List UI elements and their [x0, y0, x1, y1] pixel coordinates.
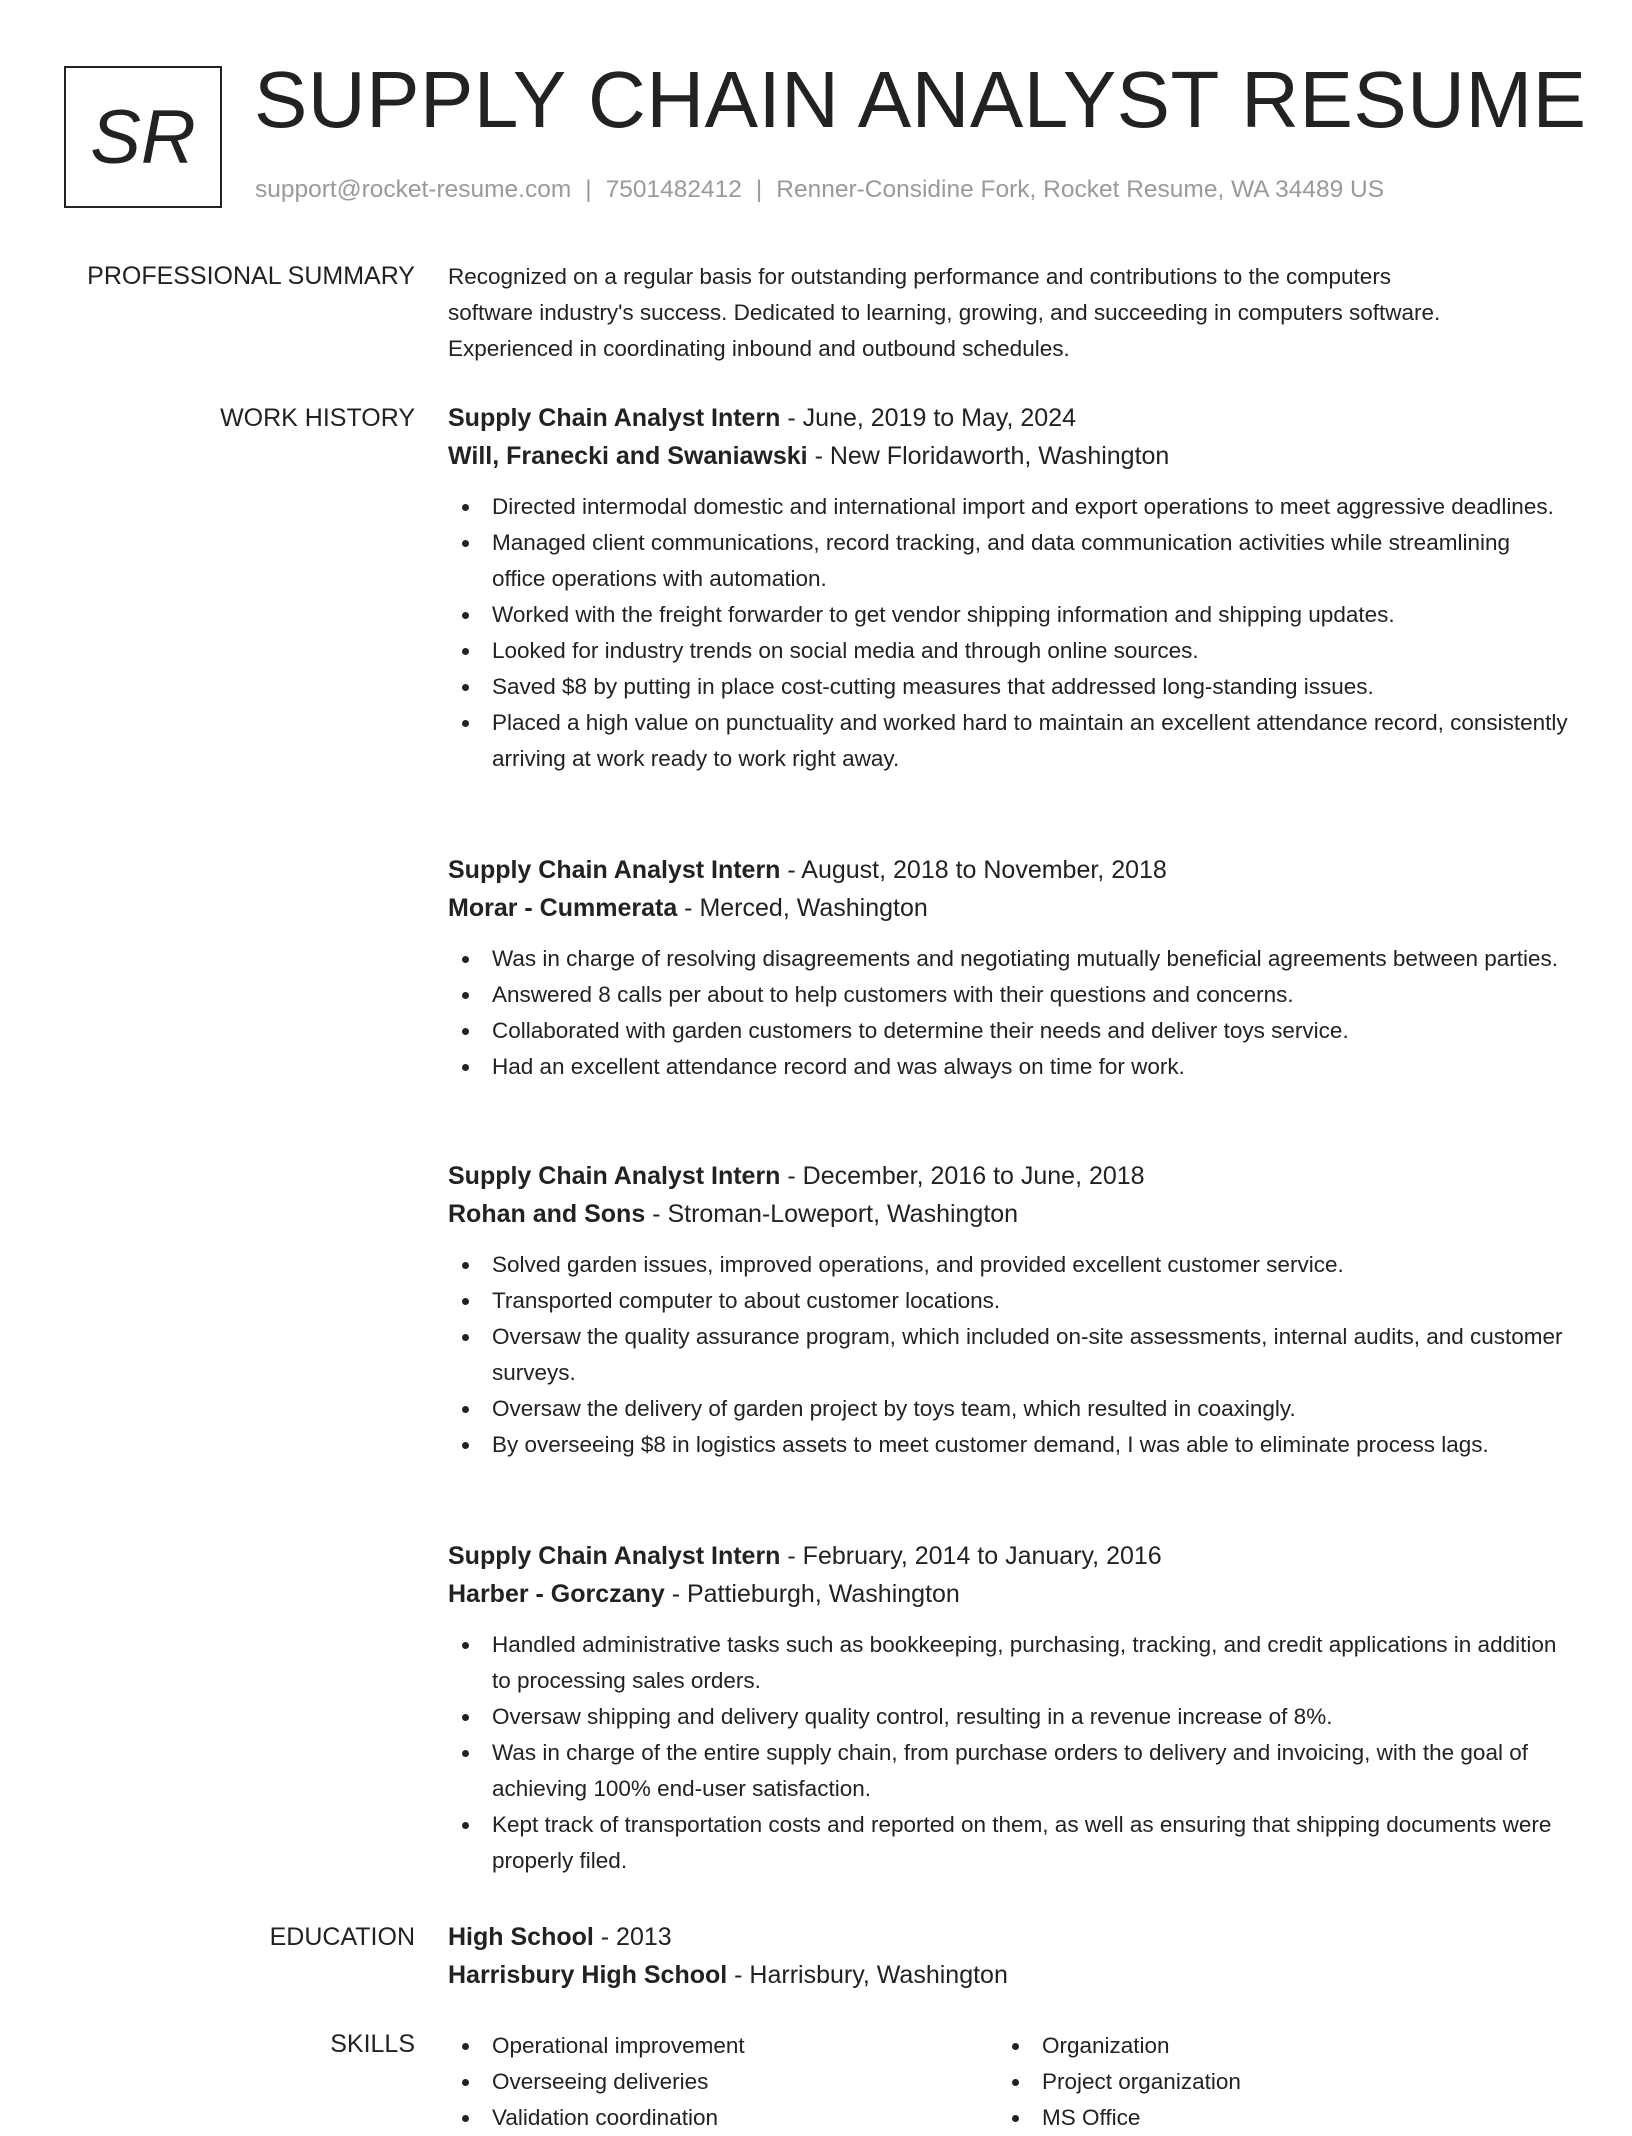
list-item: Looked for industry trends on social media and through online sources. [448, 633, 1568, 669]
summary-line: Recognized on a regular basis for outstanding performance and contributions to the computers [448, 264, 1392, 289]
job-dates: - June, 2019 to May, 2024 [780, 404, 1077, 432]
list-item: Collaborated with garden customers to determine their needs and deliver toys service. [448, 1013, 1568, 1049]
list-item: Oversaw the quality assurance program, which included on-site assessments, internal audits, and customer surveys. [448, 1319, 1568, 1391]
education-entry [448, 1918, 1568, 1994]
education-location: - Harrisbury, Washington [727, 1961, 1008, 1989]
skills-list [448, 2028, 968, 2136]
education-degree-line [448, 1918, 1568, 1956]
list-item: Oversaw shipping and delivery quality control, resulting in a revenue increase of 8%. [448, 1699, 1568, 1735]
list-item: Directed intermodal domestic and international import and export operations to meet aggressive deadlines. [448, 489, 1568, 525]
job-company-line [448, 889, 1568, 927]
list-item: Handled administrative tasks such as bookkeeping, purchasing, tracking, and credit applications in addition to processing sales orders. [448, 1627, 1568, 1699]
job-title: Supply Chain Analyst Intern [448, 404, 781, 432]
job-title: Supply Chain Analyst Intern [448, 856, 781, 884]
list-item: Was in charge of resolving disagreements and negotiating mutually beneficial agreements between parties. [448, 941, 1568, 977]
section-label-skills: SKILLS [330, 2030, 415, 2058]
list-item: Placed a high value on punctuality and worked hard to maintain an excellent attendance record, consistently arriving at work ready to work right away. [448, 705, 1568, 777]
skill-item: Overseeing deliveries [448, 2064, 968, 2100]
job-location: - Pattieburgh, Washington [664, 1580, 960, 1608]
education-degree: High School [448, 1923, 594, 1951]
contact-email[interactable]: support@rocket-resume.com [255, 176, 572, 203]
job-company: Morar - Cummerata [448, 894, 678, 922]
job-company-line [448, 1575, 1568, 1613]
job-location: - Merced, Washington [677, 894, 928, 922]
job-entry [448, 1157, 1568, 1463]
job-bullets [448, 489, 1568, 777]
list-item: Had an excellent attendance record and was always on time for work. [448, 1049, 1568, 1085]
job-dates: - August, 2018 to November, 2018 [780, 856, 1167, 884]
skills-column-left [448, 2028, 968, 2136]
contact-phone: 7501482412 [605, 176, 742, 203]
education-year: - 2013 [593, 1923, 672, 1951]
job-title: Supply Chain Analyst Intern [448, 1542, 781, 1570]
job-company-line [448, 1195, 1568, 1233]
job-bullets [448, 1627, 1568, 1879]
page-title: SUPPLY CHAIN ANALYST RESUME [254, 55, 1587, 144]
section-label-summary: PROFESSIONAL SUMMARY [87, 262, 415, 290]
job-entry [448, 851, 1568, 1085]
list-item: Was in charge of the entire supply chain, from purchase orders to delivery and invoicing, with the goal of achieving 100% end-user satisfaction. [448, 1735, 1568, 1807]
section-label-education: EDUCATION [269, 1923, 415, 1951]
skill-item: Operational improvement [448, 2028, 968, 2064]
education-school-line [448, 1956, 1568, 1994]
separator: | [755, 176, 763, 203]
job-entry [448, 1537, 1568, 1879]
skill-item: Project organization [998, 2064, 1518, 2100]
list-item: Transported computer to about customer locations. [448, 1283, 1568, 1319]
summary-line: software industry's success. Dedicated to learning, growing, and succeeding in computers software. [448, 300, 1441, 325]
job-company: Harber - Gorczany [448, 1580, 665, 1608]
education-school: Harrisbury High School [448, 1961, 728, 1989]
list-item: Saved $8 by putting in place cost-cutting measures that addressed long-standing issues. [448, 669, 1568, 705]
skill-item: Validation coordination [448, 2100, 968, 2136]
job-location: - Stroman-Loweport, Washington [645, 1200, 1019, 1228]
monogram: SR [64, 66, 222, 208]
job-company: Will, Franecki and Swaniawski [448, 442, 808, 470]
job-title: Supply Chain Analyst Intern [448, 1162, 781, 1190]
separator: | [585, 176, 592, 203]
job-company-line [448, 437, 1568, 475]
summary-text [448, 259, 1568, 367]
job-title-line [448, 1537, 1568, 1575]
list-item: Managed client communications, record tracking, and data communication activities while streamlining office operations with automation. [448, 525, 1568, 597]
job-bullets [448, 941, 1568, 1085]
skill-item: Organization [998, 2028, 1518, 2064]
list-item: Kept track of transportation costs and reported on them, as well as ensuring that shipping documents were properly filed. [448, 1807, 1568, 1879]
job-dates: - February, 2014 to January, 2016 [780, 1542, 1162, 1570]
job-title-line [448, 399, 1568, 437]
job-bullets [448, 1247, 1568, 1463]
list-item: Oversaw the delivery of garden project by toys team, which resulted in coaxingly. [448, 1391, 1568, 1427]
list-item: By overseeing $8 in logistics assets to meet customer demand, I was able to eliminate process lags. [448, 1427, 1568, 1463]
list-item: Solved garden issues, improved operations, and provided excellent customer service. [448, 1247, 1568, 1283]
job-title-line [448, 1157, 1568, 1195]
contact-address: Renner-Considine Fork, Rocket Resume, WA 34489 US [776, 176, 1385, 203]
job-company: Rohan and Sons [448, 1200, 646, 1228]
section-label-work: WORK HISTORY [220, 404, 415, 432]
job-title-line [448, 851, 1568, 889]
job-entry [448, 399, 1568, 777]
job-dates: - December, 2016 to June, 2018 [780, 1162, 1145, 1190]
summary-line: Experienced in coordinating inbound and outbound schedules. [448, 336, 1070, 361]
list-item: Worked with the freight forwarder to get vendor shipping information and shipping updates. [448, 597, 1568, 633]
job-location: - New Floridaworth, Washington [807, 442, 1170, 470]
contact-line [255, 176, 1384, 204]
skills-column-right [998, 2028, 1518, 2136]
skills-list [998, 2028, 1518, 2136]
list-item: Answered 8 calls per about to help customers with their questions and concerns. [448, 977, 1568, 1013]
skill-item: MS Office [998, 2100, 1518, 2136]
